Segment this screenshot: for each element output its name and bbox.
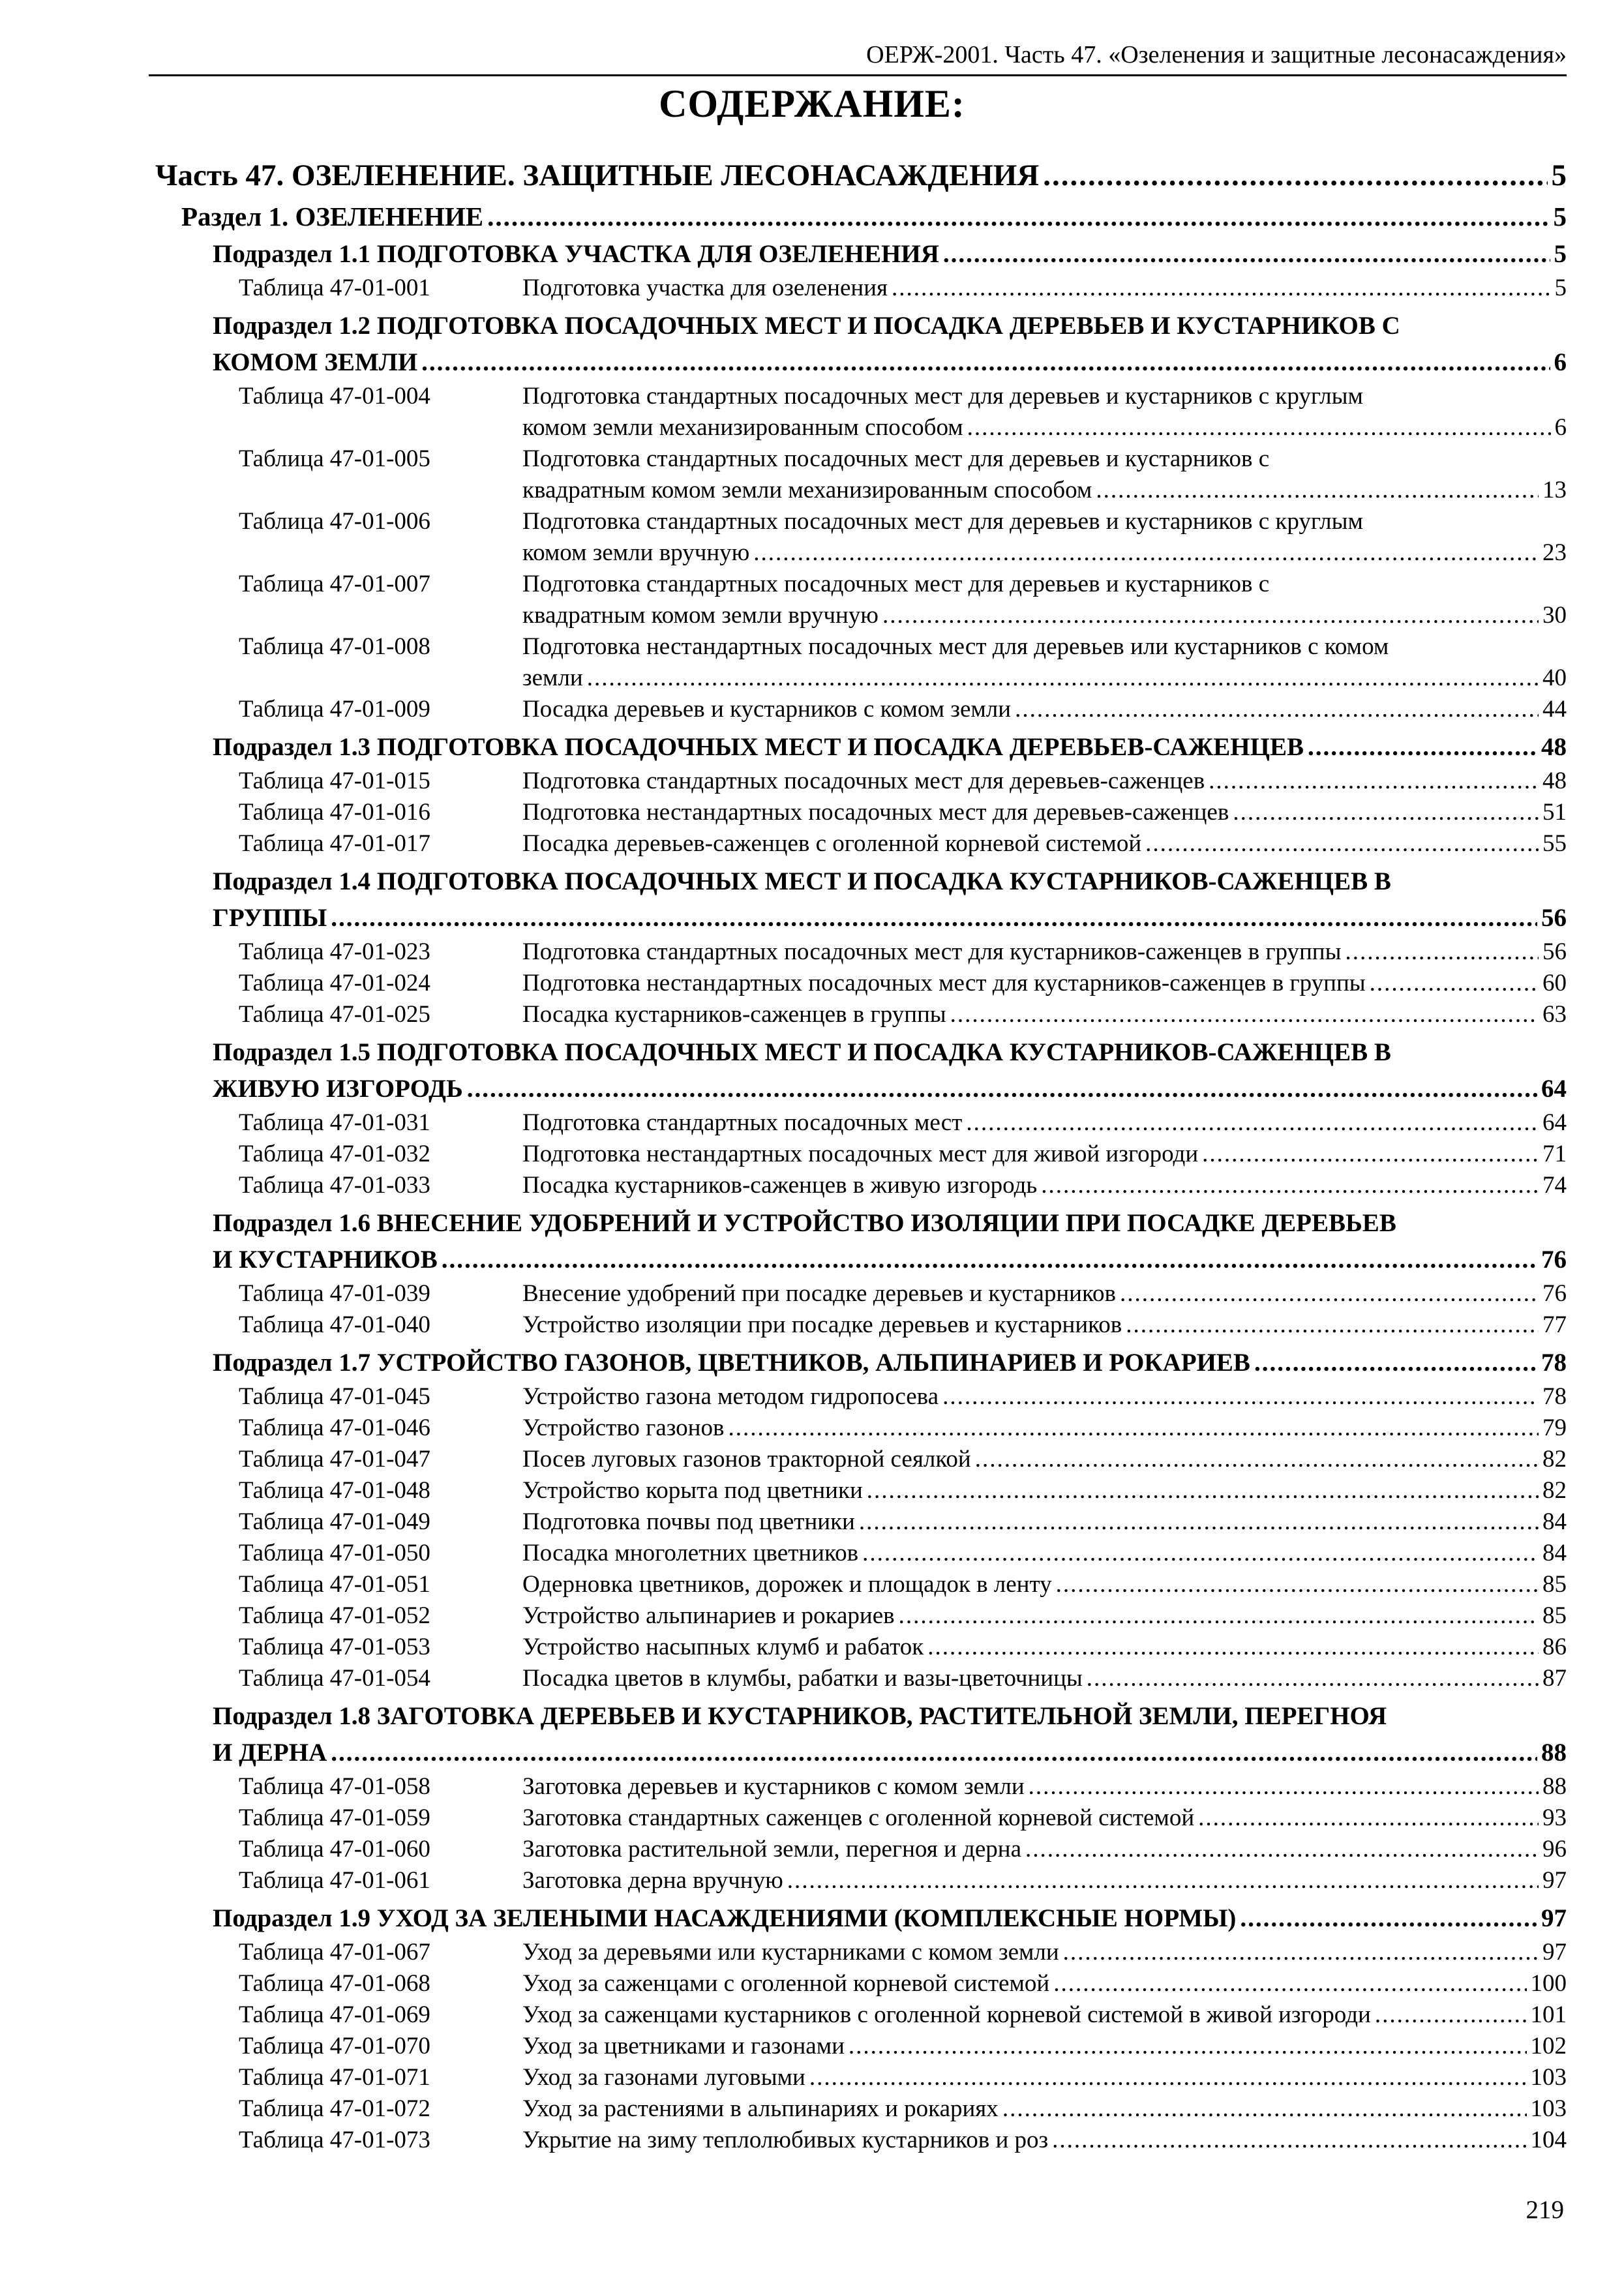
toc-table-text: Устройство газонов bbox=[522, 1414, 725, 1441]
toc-table-entry[interactable] bbox=[155, 694, 1567, 725]
toc-section-page: 5 bbox=[1553, 202, 1567, 232]
dot-leader bbox=[467, 1071, 1537, 1107]
toc-subsection-text: Подраздел 1.5 ПОДГОТОВКА ПОСАДОЧНЫХ МЕСТ И ПОСАДКА КУСТАРНИКОВ-САЖЕНЦЕВ В bbox=[213, 1038, 1391, 1066]
toc-subsection-text: Подраздел 1.7 УСТРОЙСТВО ГАЗОНОВ, ЦВЕТНИКОВ, АЛЬПИНАРИЕВ И РОКАРИЕВ bbox=[213, 1349, 1250, 1377]
toc-subsection-entry[interactable] bbox=[155, 1034, 1567, 1071]
toc-subsection-page: 97 bbox=[1541, 1904, 1567, 1932]
toc-table-page: 101 bbox=[1530, 2001, 1567, 2028]
toc-part-entry[interactable] bbox=[155, 154, 1567, 197]
toc-subsection-text: Подраздел 1.1 ПОДГОТОВКА УЧАСТКА ДЛЯ ОЗЕЛЕНЕНИЯ bbox=[213, 240, 939, 268]
toc-table-entry[interactable] bbox=[155, 1444, 1567, 1475]
toc-table-text: Подготовка нестандартных посадочных мест для живой изгороди bbox=[522, 1141, 1199, 1167]
dot-leader bbox=[1041, 1170, 1539, 1201]
toc-table-entry[interactable] bbox=[155, 766, 1567, 797]
toc-table-text: Внесение удобрений при посадке деревьев и кустарников bbox=[522, 1280, 1117, 1307]
toc-table-entry[interactable] bbox=[155, 1834, 1567, 1865]
toc-subsection-page: 56 bbox=[1541, 904, 1567, 932]
toc-part-text: Часть 47. ОЗЕЛЕНЕНИЕ. ЗАЩИТНЫЕ ЛЕСОНАСАЖДЕНИЯ bbox=[155, 158, 1040, 192]
dot-leader bbox=[1043, 154, 1547, 197]
toc-table-page: 55 bbox=[1542, 830, 1567, 857]
toc-subsection-text-continued: И ДЕРНА bbox=[213, 1739, 327, 1767]
dot-leader bbox=[950, 999, 1539, 1030]
toc-table-text: Посадка деревьев и кустарников с комом земли bbox=[522, 696, 1012, 723]
toc-table-label: Таблица 47-01-058 bbox=[239, 1773, 430, 1800]
dot-leader bbox=[1025, 1834, 1539, 1865]
toc-table-page: 103 bbox=[1530, 2064, 1567, 2091]
toc-table-label: Таблица 47-01-006 bbox=[239, 508, 430, 535]
toc-table-entry[interactable] bbox=[155, 2125, 1567, 2156]
toc-table-text: Устройство альпинариев и рокариев bbox=[522, 1602, 895, 1629]
dot-leader bbox=[753, 537, 1539, 569]
toc-table-entry[interactable] bbox=[155, 797, 1567, 828]
toc-table-page: 93 bbox=[1542, 1804, 1567, 1831]
dot-leader bbox=[1308, 729, 1537, 766]
dot-leader bbox=[442, 1242, 1537, 1278]
toc-table-entry[interactable] bbox=[155, 569, 1567, 600]
toc-subsection-text: Подраздел 1.8 ЗАГОТОВКА ДЕРЕВЬЕВ И КУСТАРНИКОВ, РАСТИТЕЛЬНОЙ ЗЕМЛИ, ПЕРЕГНОЯ bbox=[213, 1702, 1387, 1730]
dot-leader bbox=[867, 1475, 1539, 1506]
dot-leader bbox=[975, 1444, 1539, 1475]
toc-table-text: Подготовка стандартных посадочных мест для деревьев и кустарников с круглым bbox=[522, 383, 1363, 410]
dot-leader bbox=[1120, 1278, 1539, 1309]
toc-table-page: 71 bbox=[1542, 1141, 1567, 1167]
toc-table-entry[interactable] bbox=[155, 1968, 1567, 1999]
toc-subsection-text: Подраздел 1.2 ПОДГОТОВКА ПОСАДОЧНЫХ МЕСТ И ПОСАДКА ДЕРЕВЬЕВ И КУСТАРНИКОВ С bbox=[213, 312, 1400, 340]
toc-table-label: Таблица 47-01-059 bbox=[239, 1804, 430, 1831]
toc-table-text: Устройство насыпных клумб и рабаток bbox=[522, 1634, 924, 1660]
toc-table-label: Таблица 47-01-070 bbox=[239, 2033, 430, 2059]
toc-subsection-text: Подраздел 1.4 ПОДГОТОВКА ПОСАДОЧНЫХ МЕСТ И ПОСАДКА КУСТАРНИКОВ-САЖЕНЦЕВ В bbox=[213, 867, 1391, 895]
dot-leader bbox=[1145, 828, 1539, 860]
toc-table-entry[interactable] bbox=[155, 2031, 1567, 2062]
toc-subsection-entry-continued[interactable] bbox=[155, 1735, 1567, 1771]
toc-table-page: 76 bbox=[1542, 1280, 1567, 1307]
toc-table-page: 63 bbox=[1542, 1001, 1567, 1028]
toc-table-label: Таблица 47-01-048 bbox=[239, 1477, 430, 1504]
toc-table-text: Заготовка дерна вручную bbox=[522, 1867, 783, 1894]
dot-leader bbox=[331, 1735, 1537, 1771]
toc-table-page: 5 bbox=[1554, 275, 1567, 301]
toc-table-text-continued: земли bbox=[522, 665, 583, 691]
toc-table-entry[interactable] bbox=[155, 999, 1567, 1030]
dot-leader bbox=[967, 412, 1551, 443]
dot-leader bbox=[1345, 936, 1539, 968]
toc-table-entry[interactable] bbox=[155, 968, 1567, 999]
toc-table-text: Посев луговых газонов тракторной сеялкой bbox=[522, 1446, 971, 1473]
section-spacer bbox=[155, 2156, 1567, 2160]
dot-leader bbox=[927, 1632, 1539, 1663]
toc-table-page: 84 bbox=[1542, 1508, 1567, 1535]
toc-subsection-entry[interactable] bbox=[155, 236, 1567, 273]
toc-table-label: Таблица 47-01-024 bbox=[239, 970, 430, 996]
toc-table-label: Таблица 47-01-071 bbox=[239, 2064, 430, 2091]
toc-table-page: 64 bbox=[1542, 1109, 1567, 1136]
toc-table-text: Устройство изоляции при посадке деревьев и кустарников bbox=[522, 1311, 1122, 1338]
dot-leader bbox=[1209, 766, 1539, 797]
toc-table-entry[interactable] bbox=[155, 1170, 1567, 1201]
toc-table-entry[interactable] bbox=[155, 1865, 1567, 1896]
toc-table-label: Таблица 47-01-060 bbox=[239, 1836, 430, 1863]
toc-subsection-text-continued: ГРУППЫ bbox=[213, 904, 327, 932]
page-title: СОДЕРЖАНИЕ: bbox=[659, 82, 965, 125]
toc-table-label: Таблица 47-01-072 bbox=[239, 2095, 430, 2122]
toc-table-text: Подготовка участка для озеленения bbox=[522, 275, 888, 301]
toc-table-page: 13 bbox=[1542, 477, 1567, 503]
toc-table-page: 84 bbox=[1542, 1540, 1567, 1566]
toc-subsection-text: Подраздел 1.3 ПОДГОТОВКА ПОСАДОЧНЫХ МЕСТ И ПОСАДКА ДЕРЕВЬЕВ-САЖЕНЦЕВ bbox=[213, 733, 1304, 761]
toc-table-page: 77 bbox=[1542, 1311, 1567, 1338]
toc-table-entry[interactable] bbox=[155, 631, 1567, 663]
toc-table-text: Уход за цветниками и газонами bbox=[522, 2033, 845, 2059]
toc-table-page: 86 bbox=[1542, 1634, 1567, 1660]
toc-table-label: Таблица 47-01-025 bbox=[239, 1001, 430, 1028]
dot-leader bbox=[331, 900, 1537, 936]
toc-table-page: 48 bbox=[1542, 768, 1567, 794]
toc-table-label: Таблица 47-01-009 bbox=[239, 696, 430, 723]
toc-table-entry[interactable] bbox=[155, 1506, 1567, 1538]
toc-table-page: 74 bbox=[1542, 1172, 1567, 1199]
toc-table-page: 60 bbox=[1542, 970, 1567, 996]
toc-table-text: Подготовка стандартных посадочных мест bbox=[522, 1109, 963, 1136]
dot-leader bbox=[728, 1413, 1539, 1444]
toc-table-text: Подготовка нестандартных посадочных мест для деревьев или кустарников с комом bbox=[522, 633, 1389, 660]
dot-leader bbox=[892, 273, 1550, 304]
toc-table-text: Подготовка стандартных посадочных мест для деревьев-саженцев bbox=[522, 768, 1205, 794]
dot-leader bbox=[1233, 797, 1539, 828]
dot-leader bbox=[859, 1506, 1539, 1538]
toc-table-label: Таблица 47-01-053 bbox=[239, 1634, 430, 1660]
toc-table-entry[interactable] bbox=[155, 1569, 1567, 1600]
toc-table-entry[interactable] bbox=[155, 1538, 1567, 1569]
toc-table-label: Таблица 47-01-023 bbox=[239, 938, 430, 965]
toc-table-label: Таблица 47-01-032 bbox=[239, 1141, 430, 1167]
toc-table-entry-continued[interactable] bbox=[155, 412, 1567, 443]
toc-table-label: Таблица 47-01-049 bbox=[239, 1508, 430, 1535]
toc-table-entry-continued[interactable] bbox=[155, 663, 1567, 694]
toc-table-entry[interactable] bbox=[155, 1600, 1567, 1632]
toc-subsection-entry[interactable] bbox=[155, 1345, 1567, 1381]
toc-table-label: Таблица 47-01-008 bbox=[239, 633, 430, 660]
dot-leader bbox=[882, 600, 1539, 631]
toc-table-label: Таблица 47-01-068 bbox=[239, 1970, 430, 1997]
toc-table-entry[interactable] bbox=[155, 1771, 1567, 1803]
toc-table-label: Таблица 47-01-073 bbox=[239, 2127, 430, 2153]
toc-table-entry-continued[interactable] bbox=[155, 600, 1567, 631]
toc-table-page: 102 bbox=[1530, 2033, 1567, 2059]
toc-table-page: 85 bbox=[1542, 1571, 1567, 1598]
toc-table-text: Уход за газонами луговыми bbox=[522, 2064, 805, 2091]
dot-leader bbox=[943, 236, 1550, 273]
toc-table-label: Таблица 47-01-061 bbox=[239, 1867, 430, 1894]
toc-table-text: Укрытие на зиму теплолюбивых кустарников и роз bbox=[522, 2127, 1049, 2153]
dot-leader bbox=[899, 1600, 1539, 1632]
toc-table-entry[interactable] bbox=[155, 1309, 1567, 1341]
toc-table-page: 88 bbox=[1542, 1773, 1567, 1800]
toc-table-entry-continued[interactable] bbox=[155, 475, 1567, 506]
toc-table-page: 103 bbox=[1530, 2095, 1567, 2122]
toc-table-entry[interactable] bbox=[155, 273, 1567, 304]
dot-leader bbox=[849, 2031, 1527, 2062]
toc-subsection-text: Подраздел 1.9 УХОД ЗА ЗЕЛЕНЫМИ НАСАЖДЕНИЯМИ (КОМПЛЕКСНЫЕ НОРМЫ) bbox=[213, 1904, 1237, 1932]
toc-table-text: Посадка кустарников-саженцев в живую изгородь bbox=[522, 1172, 1038, 1199]
toc-table-page: 104 bbox=[1530, 2127, 1567, 2153]
toc-table-page: 51 bbox=[1542, 799, 1567, 826]
toc-subsection-page: 6 bbox=[1554, 348, 1567, 376]
toc-subsection-entry[interactable] bbox=[155, 863, 1567, 900]
toc-table-text-continued: квадратным комом земли вручную bbox=[522, 602, 879, 629]
toc-table-entry[interactable] bbox=[155, 1663, 1567, 1694]
dot-leader bbox=[1370, 968, 1539, 999]
toc-table-label: Таблица 47-01-067 bbox=[239, 1939, 430, 1966]
toc-table-page: 6 bbox=[1554, 414, 1567, 441]
toc-subsection-page: 76 bbox=[1541, 1246, 1567, 1274]
table-of-contents bbox=[155, 154, 1567, 2160]
toc-table-text: Устройство газона методом гидропосева bbox=[522, 1383, 939, 1410]
toc-table-entry[interactable] bbox=[155, 1937, 1567, 1968]
dot-leader bbox=[1240, 1900, 1537, 1937]
toc-table-page: 96 bbox=[1542, 1836, 1567, 1863]
dot-leader bbox=[1029, 1771, 1539, 1803]
dot-leader bbox=[1056, 1569, 1539, 1600]
toc-table-label: Таблица 47-01-052 bbox=[239, 1602, 430, 1629]
dot-leader bbox=[1052, 2125, 1526, 2156]
toc-table-page: 97 bbox=[1542, 1939, 1567, 1966]
toc-table-page: 40 bbox=[1542, 665, 1567, 691]
toc-table-text: Посадка многолетних цветников bbox=[522, 1540, 859, 1566]
toc-table-entry[interactable] bbox=[155, 1999, 1567, 2031]
toc-table-page: 78 bbox=[1542, 1383, 1567, 1410]
toc-table-text: Посадка кустарников-саженцев в группы bbox=[522, 1001, 946, 1028]
toc-table-label: Таблица 47-01-054 bbox=[239, 1665, 430, 1692]
toc-table-entry[interactable] bbox=[155, 381, 1567, 412]
toc-table-label: Таблица 47-01-016 bbox=[239, 799, 430, 826]
toc-subsection-entry[interactable] bbox=[155, 729, 1567, 766]
toc-table-label: Таблица 47-01-050 bbox=[239, 1540, 430, 1566]
toc-table-text: Подготовка почвы под цветники bbox=[522, 1508, 855, 1535]
dot-leader bbox=[809, 2062, 1527, 2093]
toc-table-page: 85 bbox=[1542, 1602, 1567, 1629]
toc-table-label: Таблица 47-01-033 bbox=[239, 1172, 430, 1199]
toc-table-text: Подготовка стандартных посадочных мест для деревьев и кустарников с круглым bbox=[522, 508, 1363, 535]
toc-table-entry[interactable] bbox=[155, 2062, 1567, 2093]
dot-leader bbox=[1015, 694, 1539, 725]
dot-leader bbox=[487, 197, 1549, 236]
dot-leader bbox=[787, 1865, 1539, 1896]
dot-leader bbox=[587, 663, 1539, 694]
toc-table-entry[interactable] bbox=[155, 1475, 1567, 1506]
toc-part-page: 5 bbox=[1551, 158, 1567, 192]
toc-subsection-entry-continued[interactable] bbox=[155, 1071, 1567, 1107]
toc-subsection-entry[interactable] bbox=[155, 1205, 1567, 1242]
toc-table-label: Таблица 47-01-017 bbox=[239, 830, 430, 857]
dot-leader bbox=[1202, 1139, 1539, 1170]
toc-subsection-text: Подраздел 1.6 ВНЕСЕНИЕ УДОБРЕНИЙ И УСТРОЙСТВО ИЗОЛЯЦИИ ПРИ ПОСАДКЕ ДЕРЕВЬЕВ bbox=[213, 1209, 1396, 1237]
dot-leader bbox=[1126, 1309, 1539, 1341]
toc-subsection-entry[interactable] bbox=[155, 308, 1567, 344]
toc-table-text: Уход за саженцами с оголенной корневой системой bbox=[522, 1970, 1050, 1997]
toc-table-entry[interactable] bbox=[155, 1381, 1567, 1413]
toc-subsection-text-continued: И КУСТАРНИКОВ bbox=[213, 1246, 438, 1274]
toc-subsection-page: 78 bbox=[1541, 1349, 1567, 1377]
toc-table-label: Таблица 47-01-015 bbox=[239, 768, 430, 794]
toc-subsections bbox=[155, 236, 1567, 2160]
dot-leader bbox=[1002, 2093, 1527, 2125]
toc-table-entry[interactable] bbox=[155, 2093, 1567, 2125]
toc-subsection-page: 48 bbox=[1541, 733, 1567, 761]
toc-section-text: Раздел 1. ОЗЕЛЕНЕНИЕ bbox=[181, 202, 484, 232]
dot-leader bbox=[862, 1538, 1539, 1569]
toc-table-label: Таблица 47-01-005 bbox=[239, 445, 430, 472]
toc-table-page: 44 bbox=[1542, 696, 1567, 723]
dot-leader bbox=[966, 1107, 1539, 1139]
toc-table-text: Заготовка деревьев и кустарников с комом земли bbox=[522, 1773, 1025, 1800]
toc-table-page: 30 bbox=[1542, 602, 1567, 629]
toc-subsection-page: 5 bbox=[1554, 240, 1567, 268]
toc-table-label: Таблица 47-01-007 bbox=[239, 571, 430, 597]
toc-table-page: 82 bbox=[1542, 1446, 1567, 1473]
toc-subsection-entry-continued[interactable] bbox=[155, 1242, 1567, 1278]
dot-leader bbox=[1375, 1999, 1527, 2031]
toc-table-entry[interactable] bbox=[155, 1278, 1567, 1309]
toc-table-text: Подготовка стандартных посадочных мест для деревьев и кустарников с bbox=[522, 445, 1270, 472]
toc-subsection-text-continued: КОМОМ ЗЕМЛИ bbox=[213, 348, 418, 376]
toc-subsection-page: 64 bbox=[1541, 1075, 1567, 1103]
toc-table-text: Одерновка цветников, дорожек и площадок в ленту bbox=[522, 1571, 1052, 1598]
toc-table-entry[interactable] bbox=[155, 1413, 1567, 1444]
toc-table-entry[interactable] bbox=[155, 1139, 1567, 1170]
toc-table-text: Заготовка растительной земли, перегноя и дерна bbox=[522, 1836, 1021, 1863]
toc-table-label: Таблица 47-01-046 bbox=[239, 1414, 430, 1441]
toc-table-page: 79 bbox=[1542, 1414, 1567, 1441]
toc-table-label: Таблица 47-01-001 bbox=[239, 275, 430, 301]
dot-leader bbox=[1063, 1937, 1539, 1968]
toc-table-label: Таблица 47-01-040 bbox=[239, 1311, 430, 1338]
page-number: 219 bbox=[1526, 2196, 1564, 2224]
toc-table-text: Подготовка стандартных посадочных мест для деревьев и кустарников с bbox=[522, 571, 1270, 597]
toc-table-label: Таблица 47-01-045 bbox=[239, 1383, 430, 1410]
toc-table-text: Уход за деревьями или кустарниками с комом земли bbox=[522, 1939, 1059, 1966]
toc-subsection-entry[interactable] bbox=[155, 1900, 1567, 1937]
toc-subsection-entry[interactable] bbox=[155, 1698, 1567, 1735]
toc-table-text: Подготовка стандартных посадочных мест для кустарников-саженцев в группы bbox=[522, 938, 1342, 965]
dot-leader bbox=[1198, 1803, 1539, 1834]
toc-table-text: Посадка деревьев-саженцев с оголенной корневой системой bbox=[522, 830, 1142, 857]
toc-table-page: 56 bbox=[1542, 938, 1567, 965]
toc-table-entry-continued[interactable] bbox=[155, 537, 1567, 569]
toc-table-entry[interactable] bbox=[155, 1632, 1567, 1663]
toc-table-text: Уход за растениями в альпинариях и рокариях bbox=[522, 2095, 999, 2122]
toc-table-label: Таблица 47-01-031 bbox=[239, 1109, 430, 1136]
toc-table-entry[interactable] bbox=[155, 506, 1567, 537]
toc-table-entry[interactable] bbox=[155, 936, 1567, 968]
toc-table-entry[interactable] bbox=[155, 443, 1567, 475]
toc-table-label: Таблица 47-01-004 bbox=[239, 383, 430, 410]
toc-section-entry[interactable] bbox=[155, 197, 1567, 236]
toc-table-entry[interactable] bbox=[155, 1803, 1567, 1834]
toc-table-page: 82 bbox=[1542, 1477, 1567, 1504]
toc-table-text: Устройство корыта под цветники bbox=[522, 1477, 863, 1504]
toc-table-text: Посадка цветов в клумбы, рабатки и вазы-цветочницы bbox=[522, 1665, 1083, 1692]
toc-table-entry[interactable] bbox=[155, 1107, 1567, 1139]
toc-table-label: Таблица 47-01-069 bbox=[239, 2001, 430, 2028]
toc-table-text-continued: комом земли вручную bbox=[522, 539, 750, 566]
toc-table-text-continued: квадратным комом земли механизированным способом bbox=[522, 477, 1092, 503]
toc-table-label: Таблица 47-01-047 bbox=[239, 1446, 430, 1473]
toc-subsection-entry-continued[interactable] bbox=[155, 900, 1567, 936]
toc-subsection-page: 88 bbox=[1541, 1739, 1567, 1767]
toc-table-page: 87 bbox=[1542, 1665, 1567, 1692]
toc-table-page: 100 bbox=[1530, 1970, 1567, 1997]
toc-table-label: Таблица 47-01-051 bbox=[239, 1571, 430, 1598]
toc-table-text: Заготовка стандартных саженцев с оголенной корневой системой bbox=[522, 1804, 1195, 1831]
header-rule bbox=[149, 74, 1567, 76]
toc-table-label: Таблица 47-01-039 bbox=[239, 1280, 430, 1307]
toc-table-text: Подготовка нестандартных посадочных мест для деревьев-саженцев bbox=[522, 799, 1229, 826]
dot-leader bbox=[1087, 1663, 1539, 1694]
dot-leader bbox=[421, 344, 1550, 381]
dot-leader bbox=[1254, 1345, 1537, 1381]
dot-leader bbox=[1053, 1968, 1526, 1999]
toc-table-text: Подготовка нестандартных посадочных мест для кустарников-саженцев в группы bbox=[522, 970, 1366, 996]
dot-leader bbox=[1096, 475, 1539, 506]
toc-table-text-continued: комом земли механизированным способом bbox=[522, 414, 963, 441]
toc-subsection-text-continued: ЖИВУЮ ИЗГОРОДЬ bbox=[213, 1075, 463, 1103]
running-header: ОЕРЖ-2001. Часть 47. «Озеленения и защитные лесонасаждения» bbox=[866, 41, 1567, 68]
toc-table-page: 23 bbox=[1542, 539, 1567, 566]
toc-table-page: 97 bbox=[1542, 1867, 1567, 1894]
dot-leader bbox=[942, 1381, 1539, 1413]
toc-subsection-entry-continued[interactable] bbox=[155, 344, 1567, 381]
toc-table-entry[interactable] bbox=[155, 828, 1567, 860]
toc-table-text: Уход за саженцами кустарников с оголенной корневой системой в живой изгороди bbox=[522, 2001, 1371, 2028]
